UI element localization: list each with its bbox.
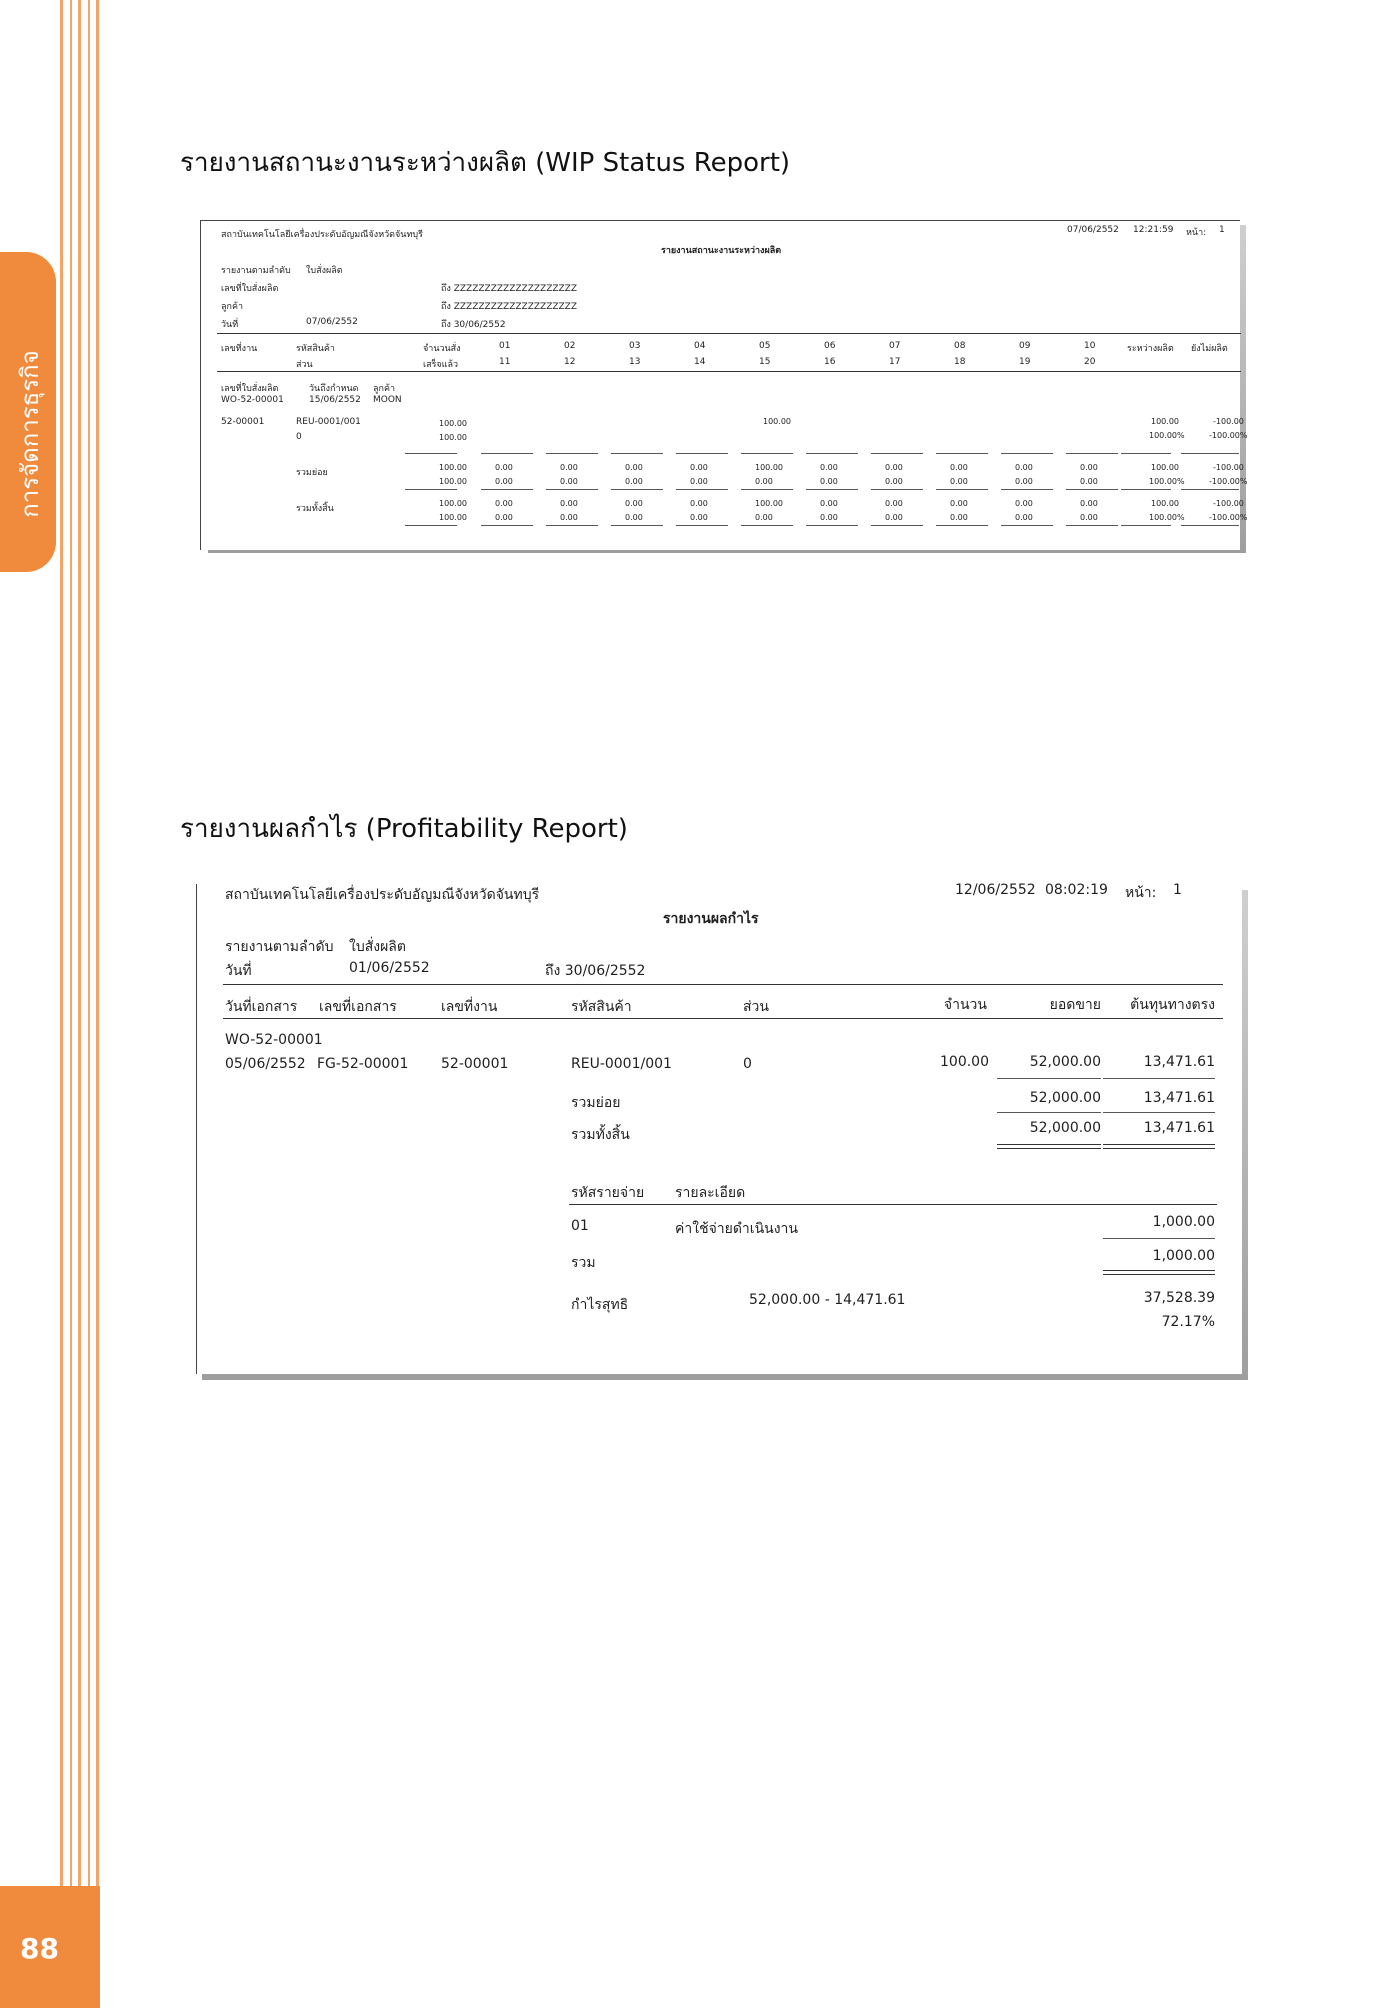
wip-sort-label: รายงานตามลำดับ bbox=[221, 266, 291, 276]
wip-period-header: 12 bbox=[564, 357, 576, 367]
profit-report-heading: รายงานผลกำไร (Profitability Report) bbox=[180, 814, 628, 844]
wip-subtotal-period-value: 0.00 bbox=[755, 477, 773, 486]
profit-header-job: เลขที่งาน bbox=[441, 999, 498, 1015]
wip-report-heading: รายงานสถานะงานระหว่างผลิต (WIP Status Report) bbox=[180, 148, 791, 178]
wip-item-wip-qty: 100.00 bbox=[1151, 417, 1179, 426]
wip-item-not-qty: -100.00 bbox=[1213, 417, 1244, 426]
wip-subtotal-period-value: 100.00 bbox=[755, 463, 783, 472]
wip-sub-customer-label: ลูกค้า bbox=[373, 384, 396, 394]
wip-subtotal-period-value: 0.00 bbox=[950, 477, 968, 486]
wip-due-date: 15/06/2552 bbox=[309, 395, 361, 405]
wip-total-period-value: 0.00 bbox=[625, 499, 643, 508]
wip-total-done: 100.00 bbox=[439, 513, 467, 522]
profit-row-doc-date: 05/06/2552 bbox=[225, 1056, 306, 1072]
wip-subtotal-period-value: 0.00 bbox=[1080, 463, 1098, 472]
wip-total-period-value: 0.00 bbox=[820, 499, 838, 508]
wip-subtotal-period-value: 0.00 bbox=[1015, 477, 1033, 486]
wip-total-not-pct: -100.00% bbox=[1209, 513, 1248, 522]
wip-header-qty-order: จำนวนสั่ง bbox=[423, 344, 461, 354]
profit-sort-label: รายงานตามลำดับ bbox=[225, 939, 334, 955]
wip-total-period-value: 0.00 bbox=[950, 513, 968, 522]
wip-subtotal-period-value: 0.00 bbox=[885, 477, 903, 486]
wip-subtotal-period-value: 0.00 bbox=[1015, 463, 1033, 472]
profit-expense-detail: ค่าใช้จ่ายดำเนินงาน bbox=[675, 1221, 798, 1237]
wip-period-header: 20 bbox=[1084, 357, 1096, 367]
wip-header-not-yet: ยังไม่ผลิต bbox=[1191, 344, 1228, 354]
profit-row-doc-no: FG-52-00001 bbox=[317, 1056, 409, 1072]
wip-subtotal-period-value: 0.00 bbox=[690, 477, 708, 486]
profit-report-document bbox=[196, 884, 1242, 1374]
wip-date-label: วันที่ bbox=[221, 320, 239, 330]
wip-period-header: 02 bbox=[564, 341, 576, 351]
profit-header-direct-cost: ต้นทุนทางตรง bbox=[1130, 997, 1215, 1013]
page-number: 88 bbox=[20, 1932, 59, 1965]
profit-expense-sum-label: รวม bbox=[571, 1255, 596, 1271]
wip-total-period-value: 0.00 bbox=[625, 513, 643, 522]
profit-subtotal-cost: 13,471.61 bbox=[1143, 1090, 1215, 1106]
wip-sort-value: ใบสั่งผลิต bbox=[306, 266, 343, 276]
wip-total-period-value: 0.00 bbox=[560, 513, 578, 522]
wip-part: 0 bbox=[296, 432, 302, 442]
profit-row-part: 0 bbox=[743, 1056, 752, 1072]
profit-header-product: รหัสสินค้า bbox=[571, 999, 632, 1015]
profit-header-sales: ยอดขาย bbox=[1049, 997, 1101, 1013]
wip-company: สถาบันเทคโนโลยีเครื่องประดับอัญมณีจังหวัดจันทบุรี bbox=[221, 230, 423, 240]
wip-period-header: 17 bbox=[889, 357, 901, 367]
wip-total-period-value: 0.00 bbox=[690, 499, 708, 508]
wip-total-period-value: 0.00 bbox=[560, 499, 578, 508]
profit-subtotal-label: รวมย่อย bbox=[571, 1095, 621, 1111]
wip-subtotal-period-value: 0.00 bbox=[885, 463, 903, 472]
wip-total-period-value: 0.00 bbox=[495, 499, 513, 508]
wip-subtotal-period-value: 0.00 bbox=[560, 477, 578, 486]
profit-page-label: หน้า: bbox=[1125, 885, 1157, 901]
wip-total-period-value: 0.00 bbox=[820, 513, 838, 522]
wip-product-code: REU-0001/001 bbox=[296, 417, 361, 427]
wip-period-header: 18 bbox=[954, 357, 966, 367]
profit-net-formula: 52,000.00 - 14,471.61 bbox=[749, 1292, 906, 1308]
wip-total-qty: 100.00 bbox=[439, 499, 467, 508]
wip-subtotal-wip-qty: 100.00 bbox=[1151, 463, 1179, 472]
wip-subtotal-done: 100.00 bbox=[439, 477, 467, 486]
wip-page-number: 1 bbox=[1219, 225, 1225, 235]
wip-subtotal-period-value: 0.00 bbox=[1080, 477, 1098, 486]
wip-order-no-label: เลขที่ใบสั่งผลิต bbox=[221, 284, 279, 294]
wip-total-period-value: 0.00 bbox=[1080, 499, 1098, 508]
wip-total-period-value: 0.00 bbox=[1015, 513, 1033, 522]
wip-period-header: 07 bbox=[889, 341, 901, 351]
wip-period-header: 14 bbox=[694, 357, 706, 367]
wip-total-period-value: 0.00 bbox=[885, 499, 903, 508]
wip-item-done: 100.00 bbox=[439, 433, 467, 442]
wip-order-no-range: ถึง ZZZZZZZZZZZZZZZZZZZZ bbox=[441, 284, 578, 294]
wip-period-header: 09 bbox=[1019, 341, 1031, 351]
wip-customer-range: ถึง ZZZZZZZZZZZZZZZZZZZZ bbox=[441, 302, 578, 312]
profit-page-number: 1 bbox=[1173, 882, 1182, 898]
wip-subtotal-period-value: 0.00 bbox=[560, 463, 578, 472]
wip-job-no: 52-00001 bbox=[221, 417, 265, 427]
wip-period-header: 04 bbox=[694, 341, 706, 351]
profit-header-doc-no: เลขที่เอกสาร bbox=[319, 999, 397, 1015]
profit-header-part: ส่วน bbox=[743, 999, 769, 1015]
wip-subtotal-period-value: 0.00 bbox=[950, 463, 968, 472]
wip-header-part: ส่วน bbox=[296, 360, 313, 370]
profit-date-label: วันที่ bbox=[225, 963, 252, 979]
profit-header-qty: จำนวน bbox=[943, 997, 987, 1013]
wip-period-header: 11 bbox=[499, 357, 511, 367]
wip-period-header: 15 bbox=[759, 357, 771, 367]
wip-subtotal-qty: 100.00 bbox=[439, 463, 467, 472]
wip-total-not-qty: -100.00 bbox=[1213, 499, 1244, 508]
wip-total-period-value: 0.00 bbox=[495, 513, 513, 522]
wip-total-wip-pct: 100.00% bbox=[1149, 513, 1185, 522]
profit-net-percent: 72.17% bbox=[1161, 1314, 1215, 1330]
profit-date-to: ถึง 30/06/2552 bbox=[545, 963, 646, 979]
wip-item-not-pct: -100.00% bbox=[1209, 431, 1248, 440]
wip-header-wip: ระหว่างผลิต bbox=[1127, 344, 1174, 354]
wip-header-product: รหัสสินค้า bbox=[296, 344, 335, 354]
wip-total-period-value: 0.00 bbox=[1015, 499, 1033, 508]
wip-subtotal-wip-pct: 100.00% bbox=[1149, 477, 1185, 486]
wip-subtotal-period-value: 0.00 bbox=[495, 463, 513, 472]
wip-subtotal-not-qty: -100.00 bbox=[1213, 463, 1244, 472]
profit-expense-code: 01 bbox=[571, 1218, 589, 1234]
wip-print-date: 07/06/2552 bbox=[1067, 225, 1119, 235]
profit-total-label: รวมทั้งสิ้น bbox=[571, 1127, 630, 1143]
wip-report-document bbox=[200, 220, 1248, 550]
wip-report-title: รายงานสถานะงานระหว่างผลิต bbox=[661, 246, 782, 256]
profit-sort-value: ใบสั่งผลิต bbox=[349, 939, 406, 955]
profit-header-doc-date: วันที่เอกสาร bbox=[225, 999, 298, 1015]
wip-date-from: 07/06/2552 bbox=[306, 317, 358, 327]
wip-period-header: 01 bbox=[499, 341, 511, 351]
wip-sub-order-label: เลขที่ใบสั่งผลิต bbox=[221, 384, 279, 394]
wip-subtotal-label: รวมย่อย bbox=[296, 468, 328, 478]
wip-total-period-value: 0.00 bbox=[690, 513, 708, 522]
wip-total-wip-qty: 100.00 bbox=[1151, 499, 1179, 508]
wip-date-to: ถึง 30/06/2552 bbox=[441, 320, 506, 330]
wip-subtotal-period-value: 0.00 bbox=[690, 463, 708, 472]
wip-print-time: 12:21:59 bbox=[1133, 225, 1174, 235]
profit-date-from: 01/06/2552 bbox=[349, 960, 430, 976]
wip-total-period-value: 0.00 bbox=[1080, 513, 1098, 522]
wip-subtotal-period-value: 0.00 bbox=[625, 463, 643, 472]
profit-expense-detail-label: รายละเอียด bbox=[675, 1185, 746, 1201]
wip-subtotal-period-value: 0.00 bbox=[820, 477, 838, 486]
wip-customer-label: ลูกค้า bbox=[221, 302, 244, 312]
wip-subtotal-period-value: 0.00 bbox=[495, 477, 513, 486]
wip-item-qty: 100.00 bbox=[439, 419, 467, 428]
profit-expense-amount: 1,000.00 bbox=[1152, 1214, 1215, 1230]
wip-subtotal-not-pct: -100.00% bbox=[1209, 477, 1248, 486]
wip-item-col05: 100.00 bbox=[763, 417, 791, 426]
wip-subtotal-period-value: 0.00 bbox=[820, 463, 838, 472]
profit-row-direct-cost: 13,471.61 bbox=[1143, 1054, 1215, 1070]
profit-net-label: กำไรสุทธิ bbox=[571, 1297, 629, 1313]
wip-period-header: 06 bbox=[824, 341, 836, 351]
profit-expense-sum: 1,000.00 bbox=[1152, 1248, 1215, 1264]
wip-period-header: 16 bbox=[824, 357, 836, 367]
profit-print-time: 08:02:19 bbox=[1045, 882, 1108, 898]
section-side-tab-label: การจัดการธุรกิจ bbox=[16, 350, 44, 518]
profit-report-title: รายงานผลกำไร bbox=[663, 911, 759, 927]
wip-item-wip-pct: 100.00% bbox=[1149, 431, 1185, 440]
profit-company: สถาบันเทคโนโลยีเครื่องประดับอัญมณีจังหวัดจันทบุรี bbox=[225, 887, 540, 903]
wip-total-period-value: 100.00 bbox=[755, 499, 783, 508]
profit-total-sales: 52,000.00 bbox=[1029, 1120, 1101, 1136]
wip-total-label: รวมทั้งสิ้น bbox=[296, 504, 334, 514]
profit-row-sales: 52,000.00 bbox=[1029, 1054, 1101, 1070]
wip-subtotal-period-value: 0.00 bbox=[625, 477, 643, 486]
wip-period-header: 08 bbox=[954, 341, 966, 351]
wip-sub-due-label: วันถึงกำหนด bbox=[309, 384, 359, 394]
wip-total-period-value: 0.00 bbox=[885, 513, 903, 522]
profit-row-product: REU-0001/001 bbox=[571, 1056, 672, 1072]
wip-total-period-value: 0.00 bbox=[755, 513, 773, 522]
wip-page-label: หน้า: bbox=[1186, 228, 1207, 238]
profit-expense-code-label: รหัสรายจ่าย bbox=[571, 1185, 645, 1201]
profit-row-qty: 100.00 bbox=[940, 1054, 989, 1070]
profit-print-date: 12/06/2552 bbox=[955, 882, 1036, 898]
wip-period-header: 13 bbox=[629, 357, 641, 367]
profit-subtotal-sales: 52,000.00 bbox=[1029, 1090, 1101, 1106]
profit-net-value: 37,528.39 bbox=[1143, 1290, 1215, 1306]
wip-total-period-value: 0.00 bbox=[950, 499, 968, 508]
profit-row-job: 52-00001 bbox=[441, 1056, 509, 1072]
wip-order-no: WO-52-00001 bbox=[221, 395, 284, 405]
wip-period-header: 05 bbox=[759, 341, 771, 351]
profit-order-no: WO-52-00001 bbox=[225, 1032, 323, 1048]
wip-header-job: เลขที่งาน bbox=[221, 344, 258, 354]
profit-total-cost: 13,471.61 bbox=[1143, 1120, 1215, 1136]
wip-header-qty-done: เสร็จแล้ว bbox=[423, 360, 459, 370]
wip-period-header: 10 bbox=[1084, 341, 1096, 351]
wip-period-header: 19 bbox=[1019, 357, 1031, 367]
wip-customer: MOON bbox=[373, 395, 402, 405]
wip-period-header: 03 bbox=[629, 341, 641, 351]
